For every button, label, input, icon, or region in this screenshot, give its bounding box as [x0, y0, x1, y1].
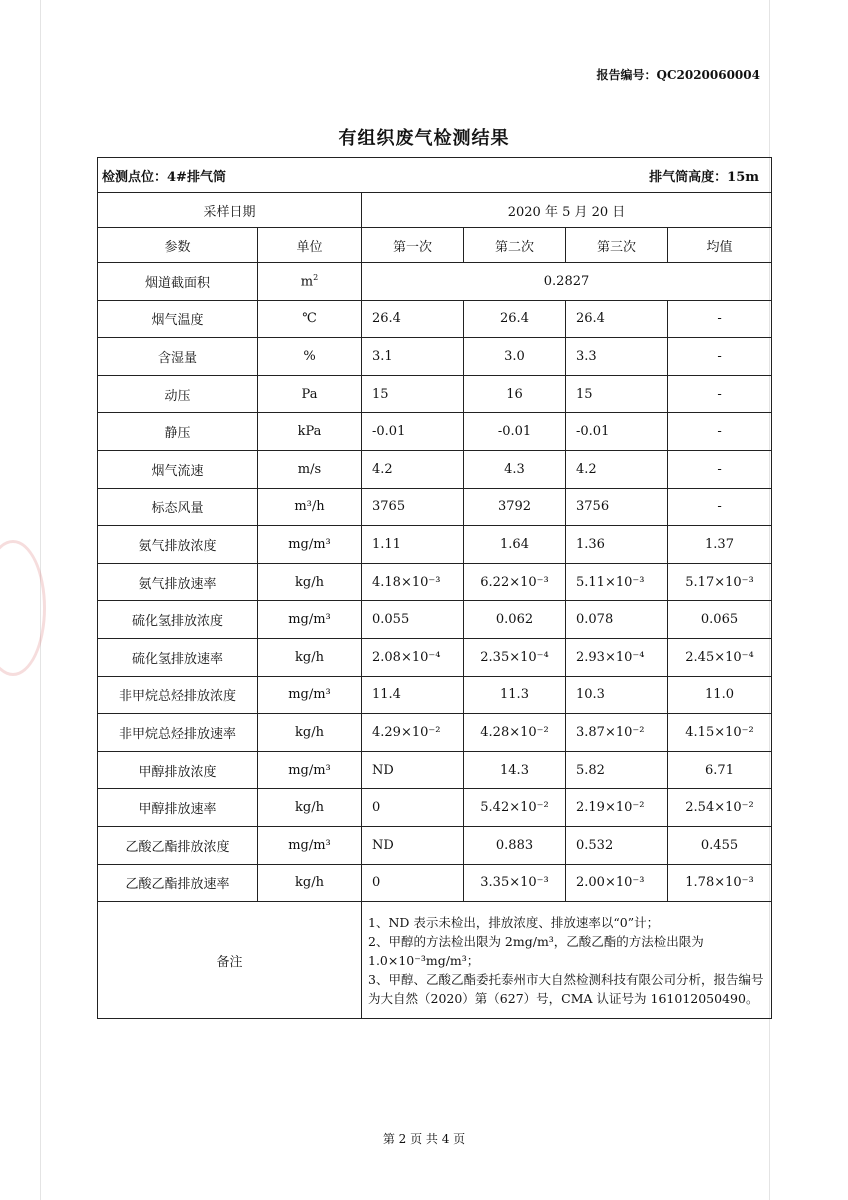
table-row: [98, 375, 772, 413]
remark-2: 2、甲醇的方法检出限为 2mg/m³，乙酸乙酯的方法检出限为 1.0×10⁻³mg/m³；: [368, 933, 704, 968]
row-param: 标态风量: [98, 488, 258, 526]
row-second: 26.4: [464, 300, 566, 338]
row-mean: 2.54×10⁻²: [668, 789, 772, 827]
table-row: [98, 601, 772, 639]
row-third: 2.19×10⁻²: [566, 789, 668, 827]
row-second: 0.883: [464, 826, 566, 864]
table-row: [98, 563, 772, 601]
row-second: 3792: [464, 488, 566, 526]
remarks-label: 备注: [98, 902, 362, 1019]
table-row: [98, 450, 772, 488]
row-second: 14.3: [464, 751, 566, 789]
sampling-date-row: [98, 193, 772, 228]
row-mean: 0.065: [668, 601, 772, 639]
row-param: 甲醇排放浓度: [98, 751, 258, 789]
row-second: 4.28×10⁻²: [464, 714, 566, 752]
row-unit: kg/h: [258, 638, 362, 676]
row-unit: %: [258, 338, 362, 376]
row-second: 16: [464, 375, 566, 413]
row-unit: mg/m³: [258, 526, 362, 564]
table-row: [98, 638, 772, 676]
row-third: 2.00×10⁻³: [566, 864, 668, 902]
row-mean: -: [668, 488, 772, 526]
row-third: 1.36: [566, 526, 668, 564]
row-first: 1.11: [362, 526, 464, 564]
row-param: 非甲烷总烃排放浓度: [98, 676, 258, 714]
row-unit: kg/h: [258, 864, 362, 902]
table-row: [98, 338, 772, 376]
header-mean: 均值: [668, 228, 772, 263]
table-row: [98, 714, 772, 752]
row-second: 2.35×10⁻⁴: [464, 638, 566, 676]
row-unit: kg/h: [258, 563, 362, 601]
row-mean: 11.0: [668, 676, 772, 714]
header-row: [98, 228, 772, 263]
row-mean: 1.78×10⁻³: [668, 864, 772, 902]
row-third: 3.3: [566, 338, 668, 376]
table-row: [98, 300, 772, 338]
results-table: [97, 157, 772, 1019]
row-second: 3.35×10⁻³: [464, 864, 566, 902]
row-third: 2.93×10⁻⁴: [566, 638, 668, 676]
row-param: 硫化氢排放浓度: [98, 601, 258, 639]
row-param: 烟气温度: [98, 300, 258, 338]
row-third: 3756: [566, 488, 668, 526]
row-third: -0.01: [566, 413, 668, 451]
row-first: 11.4: [362, 676, 464, 714]
row-unit: mg/m³: [258, 601, 362, 639]
row-mean: 2.45×10⁻⁴: [668, 638, 772, 676]
row-third: 4.2: [566, 450, 668, 488]
table-row: [98, 526, 772, 564]
row-unit: Pa: [258, 375, 362, 413]
duct-area-name: 烟道截面积: [98, 263, 258, 301]
row-unit: mg/m³: [258, 676, 362, 714]
row-param: 含湿量: [98, 338, 258, 376]
row-unit: mg/m³: [258, 751, 362, 789]
row-param: 动压: [98, 375, 258, 413]
table-row: [98, 488, 772, 526]
row-mean: 5.17×10⁻³: [668, 563, 772, 601]
row-third: 3.87×10⁻²: [566, 714, 668, 752]
sampling-date-label: 采样日期: [98, 193, 362, 228]
duct-area-unit-base: m: [300, 274, 314, 290]
row-first: 0.055: [362, 601, 464, 639]
row-param: 乙酸乙酯排放速率: [98, 864, 258, 902]
row-unit: m/s: [258, 450, 362, 488]
row-first: 4.29×10⁻²: [362, 714, 464, 752]
row-mean: -: [668, 375, 772, 413]
header-first: 第一次: [362, 228, 464, 263]
row-second: 11.3: [464, 676, 566, 714]
row-first: 26.4: [362, 300, 464, 338]
row-first: ND: [362, 826, 464, 864]
row-unit: kg/h: [258, 714, 362, 752]
row-mean: -: [668, 413, 772, 451]
row-first: 4.2: [362, 450, 464, 488]
row-mean: 0.455: [668, 826, 772, 864]
row-param: 硫化氢排放速率: [98, 638, 258, 676]
table-row: [98, 676, 772, 714]
row-first: 15: [362, 375, 464, 413]
remarks-content: [362, 902, 772, 1019]
row-second: 3.0: [464, 338, 566, 376]
row-param: 乙酸乙酯排放浓度: [98, 826, 258, 864]
duct-area-unit: [258, 263, 362, 301]
row-third: 5.82: [566, 751, 668, 789]
remark-3: 3、甲醇、乙酸乙酯委托泰州市大自然检测科技有限公司分析，报告编号为大自然（2020）第（627）号，CMA 认证号为 161012050490。: [368, 971, 764, 1006]
row-third: 15: [566, 375, 668, 413]
table-row: [98, 789, 772, 827]
remark-1: 1、ND 表示未检出，排放浓度、排放速率以“0”计；: [368, 914, 660, 930]
row-second: -0.01: [464, 413, 566, 451]
row-param: 甲醇排放速率: [98, 789, 258, 827]
header-param: 参数: [98, 228, 258, 263]
page-title: 有组织废气检测结果: [338, 128, 510, 149]
row-second: 6.22×10⁻³: [464, 563, 566, 601]
table-row: [98, 751, 772, 789]
row-mean: 4.15×10⁻²: [668, 714, 772, 752]
row-param: 静压: [98, 413, 258, 451]
remarks-row: [98, 902, 772, 1019]
row-param: 氨气排放浓度: [98, 526, 258, 564]
point-row: [98, 158, 772, 193]
point-label: 检测点位：4#排气筒: [102, 169, 226, 185]
report-number: 报告编号：QC2020060004: [596, 68, 760, 82]
stack-height-label: 排气筒高度：15m: [649, 169, 760, 185]
duct-area-row: [98, 263, 772, 301]
row-second: 5.42×10⁻²: [464, 789, 566, 827]
row-unit: kg/h: [258, 789, 362, 827]
row-mean: -: [668, 338, 772, 376]
header-second: 第二次: [464, 228, 566, 263]
point-cell: [98, 158, 772, 193]
row-third: 5.11×10⁻³: [566, 563, 668, 601]
row-first: 4.18×10⁻³: [362, 563, 464, 601]
row-first: 0: [362, 864, 464, 902]
row-unit: mg/m³: [258, 826, 362, 864]
header-unit: 单位: [258, 228, 362, 263]
row-first: -0.01: [362, 413, 464, 451]
row-third: 0.078: [566, 601, 668, 639]
row-first: 0: [362, 789, 464, 827]
row-unit: m³/h: [258, 488, 362, 526]
duct-area-value: 0.2827: [362, 263, 772, 301]
table-row: [98, 864, 772, 902]
row-mean: -: [668, 450, 772, 488]
row-second: 1.64: [464, 526, 566, 564]
row-first: 3765: [362, 488, 464, 526]
row-mean: -: [668, 300, 772, 338]
row-third: 26.4: [566, 300, 668, 338]
row-first: 2.08×10⁻⁴: [362, 638, 464, 676]
row-second: 4.3: [464, 450, 566, 488]
row-unit: kPa: [258, 413, 362, 451]
header-third: 第三次: [566, 228, 668, 263]
row-first: 3.1: [362, 338, 464, 376]
row-unit: ℃: [258, 300, 362, 338]
page-footer: 第 2 页 共 4 页: [382, 1132, 466, 1146]
row-param: 非甲烷总烃排放速率: [98, 714, 258, 752]
table-row: [98, 413, 772, 451]
row-mean: 1.37: [668, 526, 772, 564]
duct-area-unit-sup: 2: [313, 273, 319, 283]
row-param: 氨气排放速率: [98, 563, 258, 601]
row-third: 0.532: [566, 826, 668, 864]
row-first: ND: [362, 751, 464, 789]
row-param: 烟气流速: [98, 450, 258, 488]
table-row: [98, 826, 772, 864]
sampling-date-value: 2020 年 5 月 20 日: [362, 193, 772, 228]
row-mean: 6.71: [668, 751, 772, 789]
row-second: 0.062: [464, 601, 566, 639]
row-third: 10.3: [566, 676, 668, 714]
